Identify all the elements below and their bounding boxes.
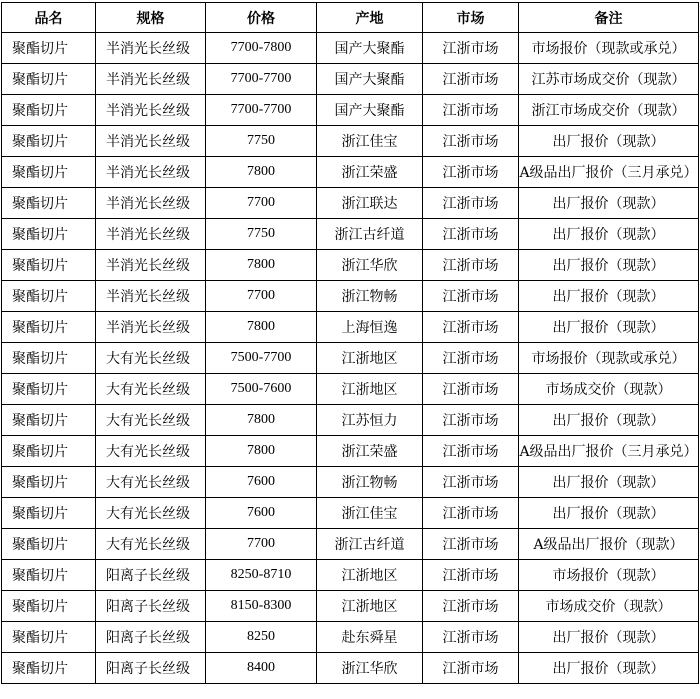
table-row	[2, 591, 699, 622]
spec-cell: 半消光长丝级	[96, 281, 206, 312]
market-cell: 江浙市场	[423, 33, 519, 64]
remarks-cell: 市场报价（现款或承兑）	[519, 343, 699, 374]
product-name-cell: 聚酯切片	[2, 219, 96, 250]
header-market: 市场	[423, 3, 519, 33]
header-product-name: 品名	[2, 3, 96, 33]
table-row	[2, 126, 699, 157]
origin-cell: 浙江物畅	[317, 281, 423, 312]
spec-cell: 半消光长丝级	[96, 250, 206, 281]
price-cell: 7700	[206, 281, 317, 312]
table-row	[2, 467, 699, 498]
price-cell: 7500-7600	[206, 374, 317, 405]
spec-cell: 半消光长丝级	[96, 157, 206, 188]
origin-cell: 国产大聚酯	[317, 64, 423, 95]
origin-cell: 浙江佳宝	[317, 498, 423, 529]
market-cell: 江浙市场	[423, 529, 519, 560]
origin-cell: 浙江佳宝	[317, 126, 423, 157]
table-row	[2, 560, 699, 591]
table-row	[2, 374, 699, 405]
header-price: 价格	[206, 3, 317, 33]
price-cell: 7800	[206, 157, 317, 188]
spec-cell: 阳离子长丝级	[96, 622, 206, 653]
market-cell: 江浙市场	[423, 467, 519, 498]
remarks-cell: 出厂报价（现款）	[519, 653, 699, 684]
product-name-cell: 聚酯切片	[2, 312, 96, 343]
spec-cell: 大有光长丝级	[96, 343, 206, 374]
spec-cell: 半消光长丝级	[96, 64, 206, 95]
market-cell: 江浙市场	[423, 64, 519, 95]
origin-cell: 江浙地区	[317, 343, 423, 374]
price-cell: 8250	[206, 622, 317, 653]
price-cell: 7750	[206, 126, 317, 157]
market-cell: 江浙市场	[423, 405, 519, 436]
product-name-cell: 聚酯切片	[2, 281, 96, 312]
price-cell: 7700-7800	[206, 33, 317, 64]
product-name-cell: 聚酯切片	[2, 591, 96, 622]
origin-cell: 浙江荣盛	[317, 436, 423, 467]
price-cell: 7800	[206, 312, 317, 343]
price-cell: 8150-8300	[206, 591, 317, 622]
spec-cell: 阳离子长丝级	[96, 653, 206, 684]
origin-cell: 浙江古纤道	[317, 219, 423, 250]
origin-cell: 国产大聚酯	[317, 33, 423, 64]
table-row	[2, 281, 699, 312]
remarks-cell: 出厂报价（现款）	[519, 622, 699, 653]
origin-cell: 浙江华欣	[317, 653, 423, 684]
spec-cell: 半消光长丝级	[96, 126, 206, 157]
remarks-cell: 市场报价（现款或承兑）	[519, 33, 699, 64]
market-cell: 江浙市场	[423, 622, 519, 653]
remarks-cell: 出厂报价（现款）	[519, 126, 699, 157]
product-name-cell: 聚酯切片	[2, 653, 96, 684]
remarks-cell: 江苏市场成交价（现款）	[519, 64, 699, 95]
market-cell: 江浙市场	[423, 312, 519, 343]
remarks-cell: 出厂报价（现款）	[519, 250, 699, 281]
price-cell: 7800	[206, 405, 317, 436]
product-name-cell: 聚酯切片	[2, 250, 96, 281]
market-cell: 江浙市场	[423, 95, 519, 126]
spec-cell: 大有光长丝级	[96, 374, 206, 405]
header-spec: 规格	[96, 3, 206, 33]
table-row	[2, 250, 699, 281]
spec-cell: 大有光长丝级	[96, 467, 206, 498]
table-row	[2, 188, 699, 219]
spec-cell: 半消光长丝级	[96, 33, 206, 64]
price-cell: 7700	[206, 188, 317, 219]
market-cell: 江浙市场	[423, 250, 519, 281]
table-row	[2, 219, 699, 250]
origin-cell: 浙江荣盛	[317, 157, 423, 188]
table-row	[2, 405, 699, 436]
market-cell: 江浙市场	[423, 374, 519, 405]
spec-cell: 大有光长丝级	[96, 498, 206, 529]
table-row	[2, 157, 699, 188]
market-cell: 江浙市场	[423, 219, 519, 250]
market-cell: 江浙市场	[423, 157, 519, 188]
price-cell: 7800	[206, 436, 317, 467]
spec-cell: 大有光长丝级	[96, 529, 206, 560]
price-cell: 7700-7700	[206, 64, 317, 95]
product-name-cell: 聚酯切片	[2, 95, 96, 126]
table-row	[2, 436, 699, 467]
spec-cell: 半消光长丝级	[96, 219, 206, 250]
product-name-cell: 聚酯切片	[2, 498, 96, 529]
price-cell: 8250-8710	[206, 560, 317, 591]
remarks-cell: A级品出厂报价（三月承兑）	[519, 157, 699, 188]
spec-cell: 大有光长丝级	[96, 436, 206, 467]
product-name-cell: 聚酯切片	[2, 157, 96, 188]
market-cell: 江浙市场	[423, 436, 519, 467]
market-cell: 江浙市场	[423, 188, 519, 219]
product-name-cell: 聚酯切片	[2, 343, 96, 374]
spec-cell: 半消光长丝级	[96, 188, 206, 219]
product-name-cell: 聚酯切片	[2, 467, 96, 498]
product-name-cell: 聚酯切片	[2, 188, 96, 219]
remarks-cell: 出厂报价（现款）	[519, 498, 699, 529]
remarks-cell: 出厂报价（现款）	[519, 281, 699, 312]
table-body	[2, 33, 699, 684]
spec-cell: 大有光长丝级	[96, 405, 206, 436]
origin-cell: 上海恒逸	[317, 312, 423, 343]
spec-cell: 半消光长丝级	[96, 312, 206, 343]
product-name-cell: 聚酯切片	[2, 374, 96, 405]
table-row	[2, 529, 699, 560]
origin-cell: 国产大聚酯	[317, 95, 423, 126]
table-row	[2, 622, 699, 653]
origin-cell: 江苏恒力	[317, 405, 423, 436]
remarks-cell: A级品出厂报价（现款）	[519, 529, 699, 560]
market-cell: 江浙市场	[423, 560, 519, 591]
table-row	[2, 95, 699, 126]
spec-cell: 阳离子长丝级	[96, 591, 206, 622]
price-cell: 7500-7700	[206, 343, 317, 374]
origin-cell: 浙江古纤道	[317, 529, 423, 560]
price-cell: 7600	[206, 467, 317, 498]
market-cell: 江浙市场	[423, 653, 519, 684]
product-name-cell: 聚酯切片	[2, 64, 96, 95]
price-cell: 7750	[206, 219, 317, 250]
market-cell: 江浙市场	[423, 498, 519, 529]
table-row	[2, 312, 699, 343]
spec-cell: 阳离子长丝级	[96, 560, 206, 591]
origin-cell: 赴东舜星	[317, 622, 423, 653]
origin-cell: 浙江华欣	[317, 250, 423, 281]
market-cell: 江浙市场	[423, 591, 519, 622]
product-name-cell: 聚酯切片	[2, 622, 96, 653]
header-remarks: 备注	[519, 3, 699, 33]
price-cell: 8400	[206, 653, 317, 684]
origin-cell: 浙江联达	[317, 188, 423, 219]
spec-cell: 半消光长丝级	[96, 95, 206, 126]
price-cell: 7600	[206, 498, 317, 529]
price-cell: 7700-7700	[206, 95, 317, 126]
remarks-cell: 市场成交价（现款）	[519, 374, 699, 405]
remarks-cell: 浙江市场成交价（现款）	[519, 95, 699, 126]
remarks-cell: 出厂报价（现款）	[519, 405, 699, 436]
origin-cell: 江浙地区	[317, 374, 423, 405]
origin-cell: 江浙地区	[317, 591, 423, 622]
table-row	[2, 343, 699, 374]
origin-cell: 江浙地区	[317, 560, 423, 591]
price-cell: 7800	[206, 250, 317, 281]
product-name-cell: 聚酯切片	[2, 405, 96, 436]
remarks-cell: 出厂报价（现款）	[519, 188, 699, 219]
table-row	[2, 64, 699, 95]
remarks-cell: 出厂报价（现款）	[519, 219, 699, 250]
remarks-cell: 市场报价（现款）	[519, 560, 699, 591]
remarks-cell: 出厂报价（现款）	[519, 467, 699, 498]
price-cell: 7700	[206, 529, 317, 560]
market-cell: 江浙市场	[423, 126, 519, 157]
product-name-cell: 聚酯切片	[2, 33, 96, 64]
product-name-cell: 聚酯切片	[2, 560, 96, 591]
header-origin: 产地	[317, 3, 423, 33]
header-row	[2, 3, 699, 33]
market-cell: 江浙市场	[423, 343, 519, 374]
remarks-cell: A级品出厂报价（三月承兑）	[519, 436, 699, 467]
price-table	[1, 2, 699, 684]
table-row	[2, 33, 699, 64]
product-name-cell: 聚酯切片	[2, 529, 96, 560]
table-row	[2, 498, 699, 529]
product-name-cell: 聚酯切片	[2, 126, 96, 157]
origin-cell: 浙江物畅	[317, 467, 423, 498]
table-row	[2, 653, 699, 684]
product-name-cell: 聚酯切片	[2, 436, 96, 467]
market-cell: 江浙市场	[423, 281, 519, 312]
remarks-cell: 市场成交价（现款）	[519, 591, 699, 622]
remarks-cell: 出厂报价（现款）	[519, 312, 699, 343]
